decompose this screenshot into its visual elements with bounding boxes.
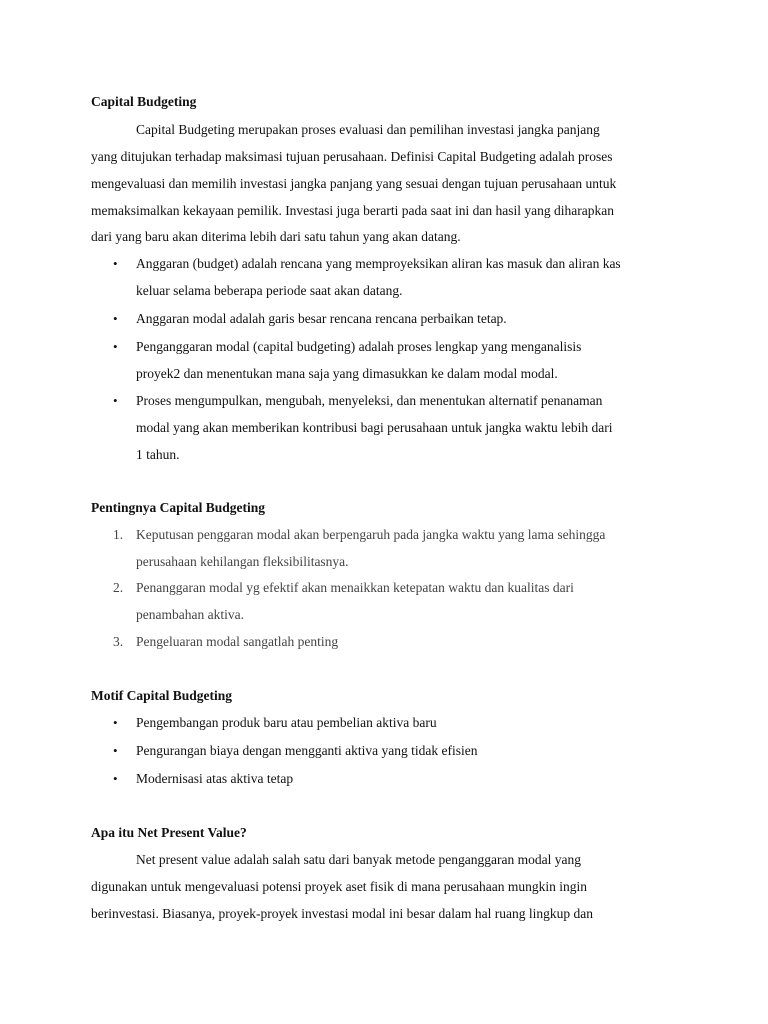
bullet-icon: • bbox=[113, 771, 118, 786]
bullet-icon: • bbox=[113, 715, 118, 730]
list-item: Keputusan penggaran modal akan berpengaruh pada jangka waktu yang lama sehingga bbox=[136, 527, 606, 542]
list-item: penambahan aktiva. bbox=[136, 607, 244, 622]
list-item: proyek2 dan menentukan mana saja yang dimasukkan ke dalam modal modal. bbox=[136, 366, 558, 381]
list-item: Modernisasi atas aktiva tetap bbox=[136, 771, 294, 786]
heading-pentingnya: Pentingnya Capital Budgeting bbox=[91, 500, 266, 515]
list-item: Pengembangan produk baru atau pembelian aktiva baru bbox=[136, 715, 437, 730]
list-item: Anggaran modal adalah garis besar rencana rencana perbaikan tetap. bbox=[136, 311, 507, 326]
bullet-icon: • bbox=[113, 339, 118, 354]
bullet-icon: • bbox=[113, 743, 118, 758]
list-item: keluar selama beberapa periode saat akan datang. bbox=[136, 283, 403, 298]
list-number: 3. bbox=[113, 634, 124, 649]
paragraph-line: dari yang baru akan diterima lebih dari satu tahun yang akan datang. bbox=[91, 229, 461, 244]
paragraph-line: yang ditujukan terhadap maksimasi tujuan perusahaan. Definisi Capital Budgeting adalah proses bbox=[91, 149, 613, 164]
list-item: Pengurangan biaya dengan mengganti aktiva yang tidak efisien bbox=[136, 743, 478, 758]
heading-npv: Apa itu Net Present Value? bbox=[91, 825, 247, 840]
list-item: Pengeluaran modal sangatlah penting bbox=[136, 634, 339, 649]
bullet-icon: • bbox=[113, 311, 118, 326]
paragraph-line: digunakan untuk mengevaluasi potensi proyek aset fisik di mana perusahaan mungkin ingin bbox=[91, 879, 588, 894]
heading-capital-budgeting: Capital Budgeting bbox=[91, 94, 197, 109]
list-item: Anggaran (budget) adalah rencana yang memproyeksikan aliran kas masuk dan aliran kas bbox=[136, 256, 621, 271]
paragraph-line: Capital Budgeting merupakan proses evaluasi dan pemilihan investasi jangka panjang bbox=[136, 122, 600, 137]
list-item: Penanggaran modal yg efektif akan menaikkan ketepatan waktu dan kualitas dari bbox=[136, 580, 574, 595]
bullet-icon: • bbox=[113, 393, 118, 408]
heading-motif: Motif Capital Budgeting bbox=[91, 688, 233, 703]
paragraph-line: memaksimalkan kekayaan pemilik. Investasi juga berarti pada saat ini dan hasil yang diharapkan bbox=[91, 203, 614, 218]
paragraph-line: mengevaluasi dan memilih investasi jangka panjang yang sesuai dengan tujuan perusahaan untuk bbox=[91, 176, 617, 191]
list-item: 1 tahun. bbox=[136, 447, 180, 462]
list-item: Proses mengumpulkan, mengubah, menyeleksi, dan menentukan alternatif penanaman bbox=[136, 393, 603, 408]
bullet-icon: • bbox=[113, 256, 118, 271]
list-item: perusahaan kehilangan fleksibilitasnya. bbox=[136, 554, 349, 569]
paragraph-line: berinvestasi. Biasanya, proyek-proyek investasi modal ini besar dalam hal ruang lingkup dan bbox=[91, 906, 593, 921]
list-number: 2. bbox=[113, 580, 124, 595]
paragraph-line: Net present value adalah salah satu dari banyak metode penganggaran modal yang bbox=[136, 852, 581, 867]
list-item: Penganggaran modal (capital budgeting) adalah proses lengkap yang menganalisis bbox=[136, 339, 582, 354]
list-number: 1. bbox=[113, 527, 124, 542]
list-item: modal yang akan memberikan kontribusi bagi perusahaan untuk jangka waktu lebih dari bbox=[136, 420, 613, 435]
